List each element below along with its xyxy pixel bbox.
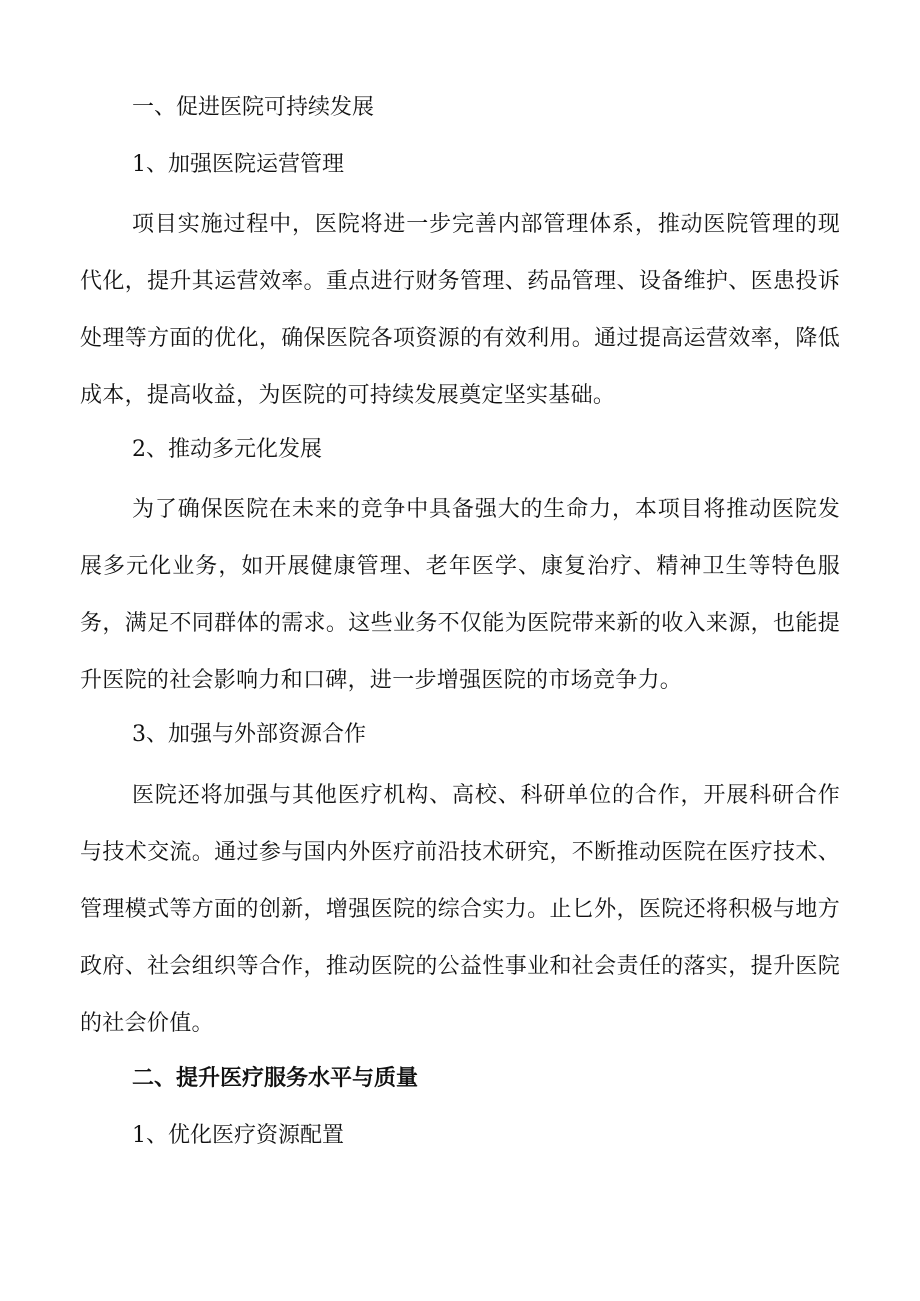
subsection-heading-1-3: 3、加强与外部资源合作 (132, 722, 366, 747)
subsection-heading-1-2: 2、推动多元化发展 (132, 437, 322, 462)
paragraph-1: 项目实施过程中，医院将进一步完善内部管理体系，推动医院管理的现代化，提升其运营效率。重点进行财务管理、药品管理、设备维护、医患投诉处理等方面的优化，确保医院各项资源的有效利用。通过提高运营效率，降低成本，提高收益，为医院的可持续发展奠定坚实基础。 (80, 212, 840, 408)
section-heading-2: 二、提升医疗服务水平与质量 (132, 1065, 419, 1091)
subsection-heading-1-1: 1、加强医院运营管理 (132, 152, 344, 177)
paragraph-2: 为了确保医院在未来的竞争中具备强大的生命力，本项目将推动医院发展多元化业务，如开展健康管理、老年医学、康复治疗、精神卫生等特色服务，满足不同群体的需求。这些业务不仅能为医院带来新的收入来源，也能提升医院的社会影响力和口碑，进一步增强医院的市场竞争力。 (80, 497, 840, 693)
paragraph-3: 医院还将加强与其他医疗机构、高校、科研单位的合作，开展科研合作与技术交流。通过参与国内外医疗前沿技术研究，不断推动医院在医疗技术、管理模式等方面的创新，增强医院的综合实力。止匕外，医院还将积极与地方政府、社会组织等合作，推动医院的公益性事业和社会责任的落实，提升医院的社会价值。 (80, 783, 840, 1036)
subsection-heading-2-1: 1、优化医疗资源配置 (132, 1123, 344, 1148)
section-heading-1: 一、促进医院可持续发展 (132, 95, 375, 120)
